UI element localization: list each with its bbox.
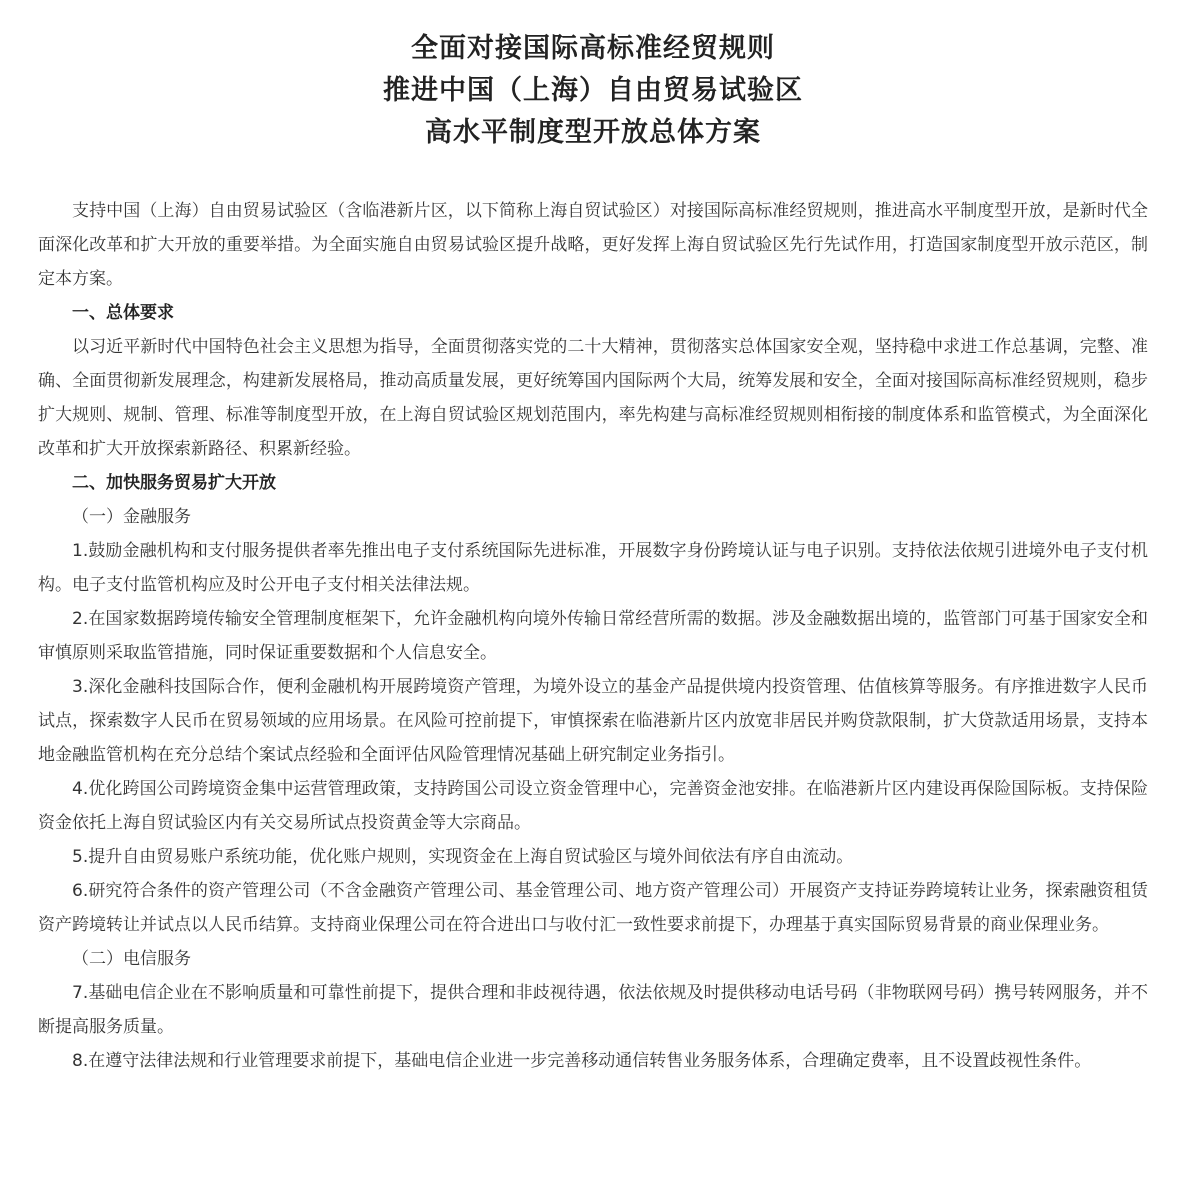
item-8-paragraph: 8.在遵守法律法规和行业管理要求前提下，基础电信企业进一步完善移动通信转售业务服务体系，合理确定费率，且不设置歧视性条件。 [72,1051,1092,1071]
subsection-telecom-services: （二）电信服务 [72,949,191,969]
section-1-paragraph: 以习近平新时代中国特色社会主义思想为指导，全面贯彻落实党的二十大精神，贯彻落实总体国家安全观，坚持稳中求进工作总基调，完整、准确、全面贯彻新发展理念，构建新发展格局，推动高质量发展，更好统筹国内国际两个大局，统筹发展和安全，全面对接国际高标准经贸规则，稳步扩大规则、规制、管理、标准等制度型开放，在上海自贸试验区规划范围内，率先构建与高标准经贸规则相衔接的制度体系和监管模式，为全面深化改革和扩大开放探索新路径、积累新经验。 [38,337,1148,459]
intro-paragraph: 支持中国（上海）自由贸易试验区（含临港新片区，以下简称上海自贸试验区）对接国际高标准经贸规则，推进高水平制度型开放，是新时代全面深化改革和扩大开放的重要举措。为全面实施自由贸易试验区提升战略，更好发挥上海自贸试验区先行先试作用，打造国家制度型开放示范区，制定本方案。 [38,201,1148,289]
document-title [38,0,1148,154]
item-4-paragraph: 4.优化跨国公司跨境资金集中运营管理政策，支持跨国公司设立资金管理中心，完善资金池安排。在临港新片区内建设再保险国际板。支持保险资金依托上海自贸试验区内有关交易所试点投资黄金等大宗商品。 [38,779,1148,833]
section-1-heading: 一、总体要求 [72,303,174,323]
item-5-paragraph: 5.提升自由贸易账户系统功能，优化账户规则，实现资金在上海自贸试验区与境外间依法有序自由流动。 [72,847,854,867]
item-6-paragraph: 6.研究符合条件的资产管理公司（不含金融资产管理公司、基金管理公司、地方资产管理公司）开展资产支持证券跨境转让业务，探索融资租赁资产跨境转让并试点以人民币结算。支持商业保理公司在符合进出口与收付汇一致性要求前提下，办理基于真实国际贸易背景的商业保理业务。 [38,881,1148,935]
item-1-paragraph: 1.鼓励金融机构和支付服务提供者率先推出电子支付系统国际先进标准，开展数字身份跨境认证与电子识别。支持依法依规引进境外电子支付机构。电子支付监管机构应及时公开电子支付相关法律法规。 [38,541,1148,595]
item-7-paragraph: 7.基础电信企业在不影响质量和可靠性前提下，提供合理和非歧视待遇，依法依规及时提供移动电话号码（非物联网号码）携号转网服务，并不断提高服务质量。 [38,983,1148,1037]
section-2-heading: 二、加快服务贸易扩大开放 [72,473,276,493]
title-line-1: 全面对接国际高标准经贸规则 [411,33,775,64]
subsection-financial-services: （一）金融服务 [72,507,191,527]
item-2-paragraph: 2.在国家数据跨境传输安全管理制度框架下，允许金融机构向境外传输日常经营所需的数据。涉及金融数据出境的，监管部门可基于国家安全和审慎原则采取监管措施，同时保证重要数据和个人信息安全。 [38,609,1148,663]
item-3-paragraph: 3.深化金融科技国际合作，便利金融机构开展跨境资产管理，为境外设立的基金产品提供境内投资管理、估值核算等服务。有序推进数字人民币试点，探索数字人民币在贸易领域的应用场景。在风险可控前提下，审慎探索在临港新片区内放宽非居民并购贷款限制，扩大贷款适用场景，支持本地金融监管机构在充分总结个案试点经验和全面评估风险管理情况基础上研究制定业务指引。 [38,677,1148,765]
title-line-3: 高水平制度型开放总体方案 [425,117,761,148]
document-body [38,194,1148,1078]
title-line-2: 推进中国（上海）自由贸易试验区 [383,75,803,106]
